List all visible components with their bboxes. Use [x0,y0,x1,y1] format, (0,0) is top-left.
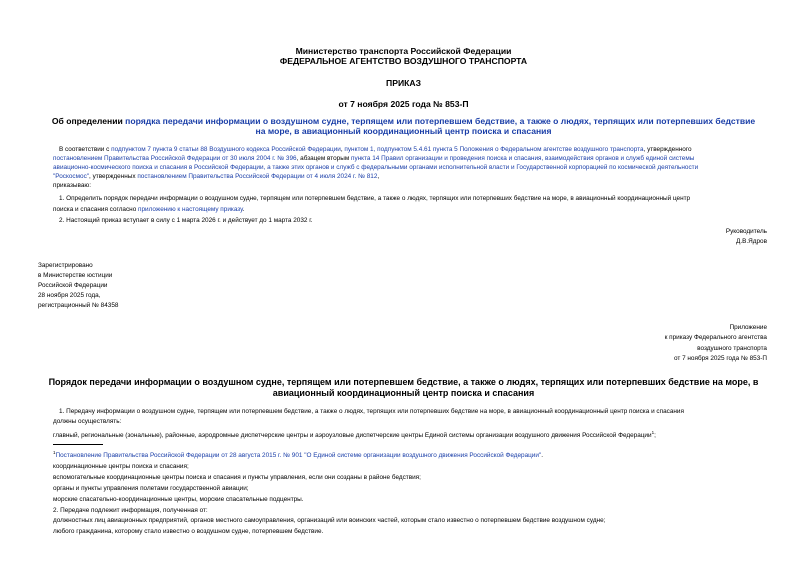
registration-line3: Российской Федерации [38,282,108,289]
continuation-line2: вспомогательные координационные центры поиска и спасания и пункты управления, если они созданы в районе бедствия; [53,474,421,481]
doc-title-line2 [0,126,807,136]
doc-date-number: от 7 ноября 2025 года № 853-П [338,99,469,109]
procedure-item-1-line1: 1. Передачу информации о воздушном судне, терпящем или потерпевшем бедствие, а также о людях, терпящих или потерпевших бедствие на море, в авиационный координационный центр поиска и спасания [59,408,684,415]
order-item-1-line2 [53,206,245,215]
doc-type-heading: ПРИКАЗ [386,78,421,88]
order-text: . [242,206,245,213]
preamble-text: , [377,173,380,180]
registration-line2: в Министерстве юстиции [38,272,113,279]
preamble-text: , утвержденного [643,146,692,153]
footnote [53,449,543,461]
registration-line1: Зарегистрировано [38,262,93,269]
doc-title-link[interactable]: порядка передачи информации о воздушном судне, терпящем или потерпевшем бедствие, а также о людях, терпящих или потерпевших бедствие [125,116,756,126]
rules-p14-link[interactable]: пункта 14 Правил организации и проведения поиска и спасания, взаимодействия органов и служб единой системы [351,155,695,162]
preamble-line3 [53,164,698,173]
signature-position: Руководитель [725,228,767,235]
appendix-ref-date: от 7 ноября 2025 года № 853-П [673,355,767,362]
rules-p14-link-cont[interactable]: авиационно-космического поиска и спасания в Российской Федерации, а также этих органов и служб с федеральными органами исполнительной власти и Государственной корпорацией по космической деятельности [53,164,699,171]
preamble-order-word: приказываю: [53,182,91,189]
continuation-item-2: 2. Передаче подлежит информация, полученная от: [53,507,208,514]
doc-title-link-cont[interactable]: на море, в авиационный координационный центр поиска и спасания [255,126,552,136]
appendix-label: Приложение [729,324,767,331]
preamble-line2 [53,155,694,164]
continuation-line6: должностных лиц авиационных предприятий, органов местного самоуправления, организаций или воинских частей, которым стало известно о потерпевшем бедствие воздушном судне; [53,517,606,524]
air-code-link[interactable]: подпунктом 7 пункта 9 статьи 88 Воздушного кодекса Российской Федерации [111,146,341,153]
ministry-heading: Министерство транспорта Российской Федерации [295,46,512,56]
footnote-divider [53,444,103,445]
preamble-line1 [59,146,692,155]
doc-title-line1 [0,116,807,126]
order-text: поиска и спасания согласно [53,206,139,213]
resolution-396-link[interactable]: постановлением Правительства Российской Федерации от 30 июля 2004 г. № 396 [53,155,297,162]
preamble-text: , [340,146,345,153]
procedure-title-line1: Порядок передачи информации о воздушном судне, терпящем или потерпевшем бедствие, а также о людях, терпящих или потерпевших бедствие на море, в [48,377,759,387]
appendix-ref-line2: воздушного транспорта [697,345,767,352]
footnote-text: . [541,452,543,460]
procedure-item-1-bullet1 [53,429,656,441]
continuation-line7: любого гражданина, которому стало известно о воздушном судне, потерпевшем бедствие. [53,528,324,535]
continuation-line4: морские спасательно-координационные центры, морские спасательные подцентры. [53,496,304,503]
registration-date: 28 ноября 2025 года, [38,292,101,299]
procedure-title-line2: авиационный координационный центр поиска и спасания [272,388,535,398]
agency-regulation-link[interactable]: пунктом 1, подпунктом 5.4.61 пункта 5 Положения о Федеральном агентстве воздушного транспорта [344,146,644,153]
procedure-text: главный, региональные (зональные), районные, аэродромные диспетчерские центры и аэроузловые диспетчерские центры Единой системы организации воздушного движения Российской Федерации [53,432,652,440]
preamble-text: В соответствии с [59,146,112,153]
footnote-link[interactable]: Постановление Правительства Российской Федерации от 28 августа 2015 г. № 901 "О Единой системе организации воздушного движения Российской Федерации" [55,452,542,460]
procedure-text: ; [654,432,656,440]
registration-number: регистрационный № 84358 [38,302,119,309]
continuation-line1: координационные центры поиска и спасания; [53,463,189,470]
resolution-812-link[interactable]: постановлением Правительства Российской Федерации от 4 июля 2024 г. № 812 [137,173,378,180]
signature-name: Д.В.Ядров [736,238,767,245]
appendix-link[interactable]: приложению к настоящему приказу [138,206,243,213]
order-item-1-line1: 1. Определить порядок передачи информации о воздушном судне, терпящем или потерпевшем бедствие, а также о людях, терпящих или потерпевших бедствие на море, в авиационный координационный центр [59,195,691,202]
preamble-text: , утвержденных [89,173,138,180]
preamble-text: , абзацем вторым [296,155,351,162]
procedure-item-1-line2: должны осуществлять: [53,418,122,425]
roscosmos-link[interactable]: "Роскосмос" [53,173,90,180]
preamble-line4 [53,173,379,182]
agency-heading: ФЕДЕРАЛЬНОЕ АГЕНТСТВО ВОЗДУШНОГО ТРАНСПОРТА [279,56,528,66]
footnote-marker: 1 [53,450,56,455]
order-item-2: 2. Настоящий приказ вступает в силу с 1 марта 2026 г. и действует до 1 марта 2032 г. [59,217,313,224]
footnote-ref[interactable]: 1 [651,430,655,435]
appendix-ref-line1: к приказу Федерального агентства [664,334,767,341]
doc-title-prefix: Об определении [51,116,126,126]
continuation-line3: органы и пункты управления полетами государственной авиации; [53,485,249,492]
